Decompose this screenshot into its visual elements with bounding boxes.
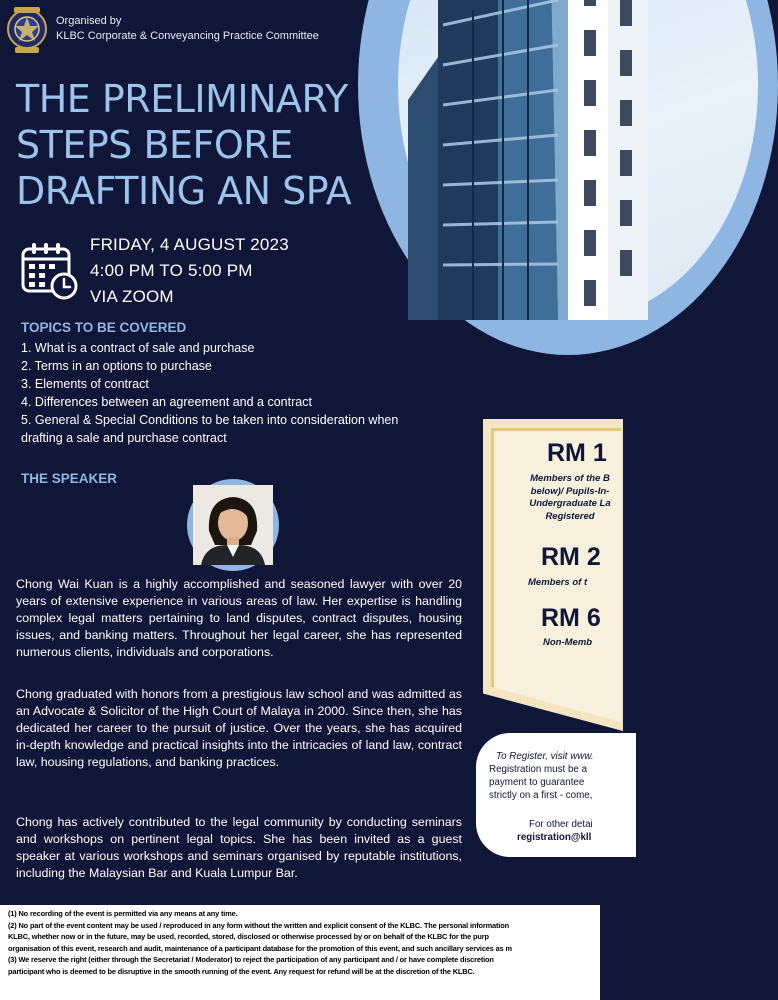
list-item: 5. General & Special Conditions to be taken into consideration when [21, 413, 399, 427]
list-item: 2. Terms in an options to purchase [21, 359, 212, 373]
terms-line: (1) No recording of the event is permitted via any means at any time. [8, 909, 238, 918]
terms-line: participant who is deemed to be disruptive in the smooth running of the event. Any request for refund will be at the discretion of the KLBC. [8, 966, 475, 976]
event-date: FRIDAY, 4 AUGUST 2023 [90, 235, 289, 254]
terms-line: organisation of this event, research and audit, maintenance of a participant database for the promotion of this event, and such ancillary services as m [8, 943, 512, 953]
title-line: STEPS BEFORE [16, 123, 293, 167]
list-item: 1. What is a contract of sale and purchase [21, 341, 255, 355]
price-tier-2: RM 2 [541, 543, 601, 571]
price-desc-line: Members of the B [530, 473, 610, 484]
price-tier-3: RM 6 [541, 604, 601, 632]
register-note: payment to guarantee [489, 777, 585, 788]
committee-name: KLBC Corporate & Conveyancing Practice Committee [56, 30, 319, 42]
terms-footer [0, 905, 600, 1000]
page-title [16, 76, 376, 214]
price-tier-1: RM 1 [547, 439, 607, 467]
speaker-bio-paragraph: Chong graduated with honors from a prestigious law school and was admitted as an Advocate & Solicitor of the High Court of Malaya in 2000. Since then, she has dedicated her career to the pursuit of justice. Over the years, she has acquired in-depth knowledge and practical insights into the intricacies of land law, contract law, housing regulations, and banking practices. [16, 687, 462, 769]
event-time: 4:00 PM TO 5:00 PM [90, 261, 253, 280]
calendar-clock-icon [20, 241, 80, 301]
terms-line: (2) No part of the event content may be used / reproduced in any form without the written and explicit consent of the KLBC. The personal information [8, 920, 509, 930]
building-photo [398, 0, 758, 320]
speaker-heading: THE SPEAKER [21, 471, 118, 486]
avatar [193, 485, 273, 565]
topics-heading: TOPICS TO BE COVERED [21, 320, 187, 335]
title-line: THE PRELIMINARY [16, 77, 348, 121]
title-line: DRAFTING AN SPA [16, 169, 352, 213]
list-item: 3. Elements of contract [21, 377, 149, 391]
organised-by-label: Organised by [56, 15, 122, 27]
contact-email-link[interactable]: registration@kll [517, 832, 592, 843]
price-desc-line: Registered [545, 510, 595, 522]
speaker-bio-paragraph: Chong Wai Kuan is a highly accomplished and seasoned lawyer with over 20 years of extensive experience in various areas of law. Her expertise is handling complex legal matters pertaining to land disputes, contract disputes, housing issues, and banking matters. Throughout her legal career, she has represented numerous clients, individuals and corporations. [16, 577, 462, 659]
register-note: Registration must be a [489, 764, 588, 775]
topics-list [21, 339, 461, 447]
building-illustration [398, 0, 758, 320]
terms-line: KLBC, whether now or in the future, may be used, recorded, stored, disclosed or otherwise processed by or on behalf of the KLBC for the purp [8, 932, 489, 942]
klbc-crest-icon [6, 5, 48, 55]
list-item: drafting a sale and purchase contract [21, 431, 227, 445]
price-tier-2-description: Members of t [528, 577, 588, 588]
terms-line: (3) We reserve the right (either through the Secretariat / Moderator) to reject the participation of any participant and / or have complete discretion [8, 955, 494, 965]
price-tier-3-description: Non-Memb [543, 637, 593, 648]
register-instruction[interactable]: To Register, visit www. [496, 751, 594, 762]
speaker-bio-paragraph: Chong has actively contributed to the legal community by conducting seminars and workshops on pertinent legal topics. She has been invited as a guest speaker at various workshops and seminars organised by reputable institutions, including the Malaysian Bar and Kuala Lumpur Bar. [16, 815, 462, 880]
register-note: strictly on a first - come, [489, 790, 593, 801]
contact-label: For other detai [529, 819, 593, 830]
price-desc-line: Undergraduate La [529, 498, 611, 509]
price-desc-line: below)/ Pupils-In- [530, 485, 610, 497]
price-tier-1-description [500, 473, 640, 523]
event-venue: VIA ZOOM [90, 287, 174, 306]
list-item: 4. Differences between an agreement and a contract [21, 395, 312, 409]
